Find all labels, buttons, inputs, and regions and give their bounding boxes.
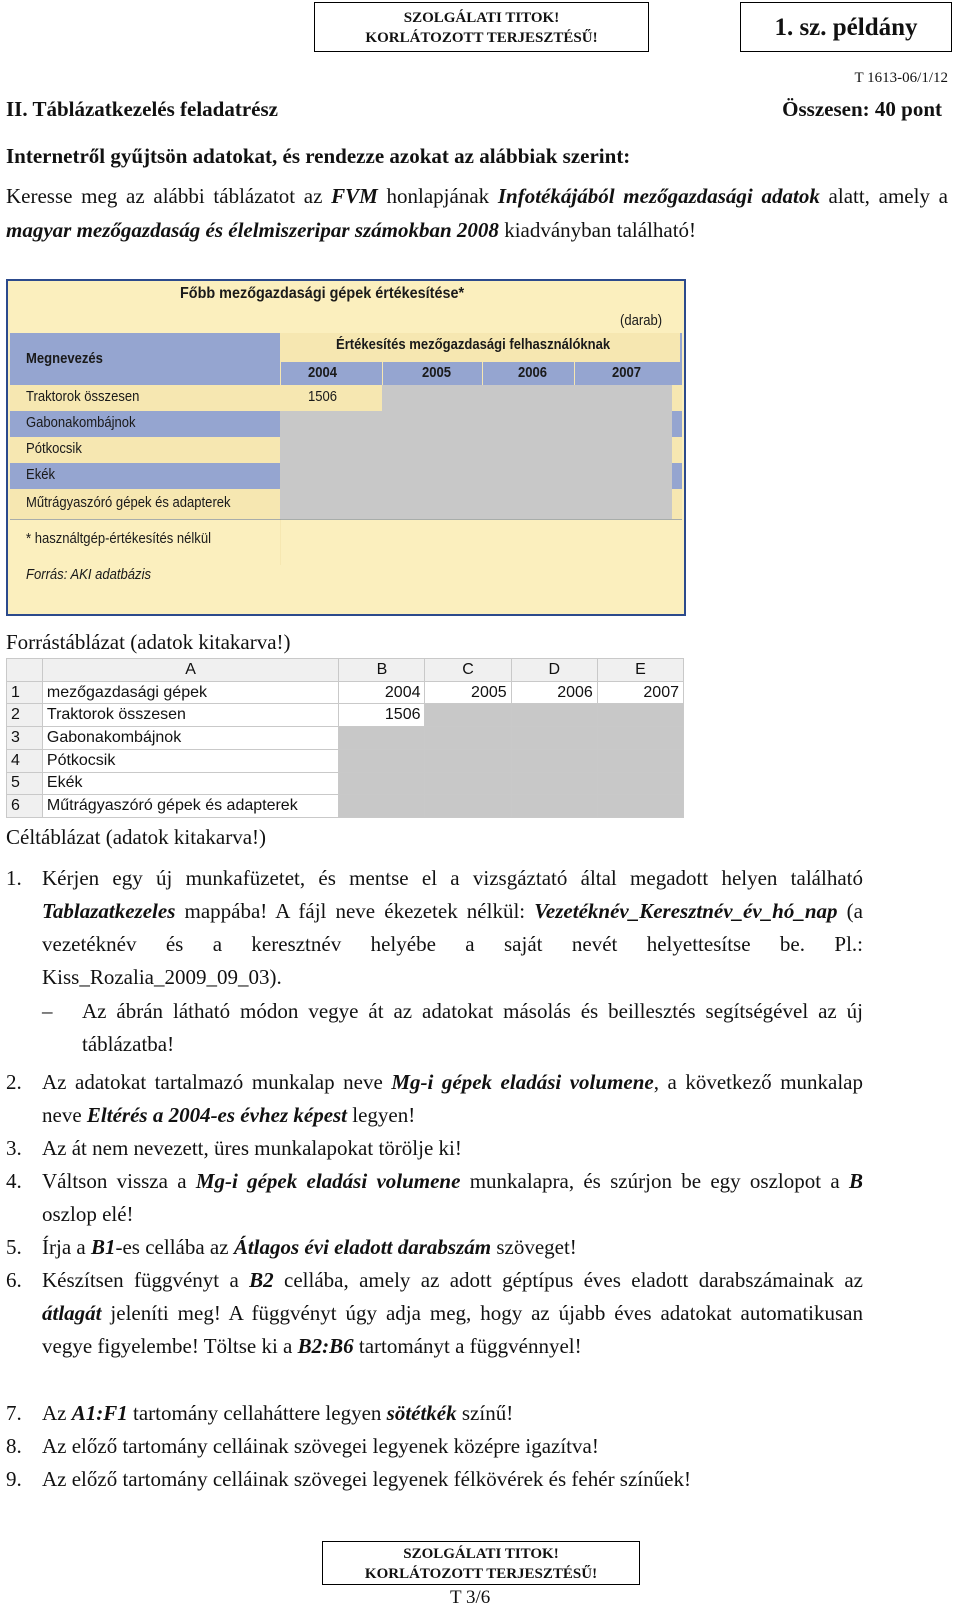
task-text <box>42 862 863 994</box>
range-ref: B2:B6 <box>297 1334 354 1358</box>
sheet-name-2: Eltérés a 2004-es évhez képest <box>86 1103 348 1127</box>
table-row <box>7 681 684 704</box>
task-text-part: , a következő munkalap neve <box>42 1070 864 1127</box>
task-text-part: legyen! <box>347 1103 416 1127</box>
source-row-label-1: Traktorok összesen <box>26 389 140 405</box>
redacted-cell <box>597 727 683 750</box>
source-table-unit: (darab) <box>620 313 663 329</box>
task-text-part: szöveget! <box>491 1235 577 1259</box>
cell-a1[interactable]: mezőgazdasági gépek <box>42 681 338 704</box>
intro-fvm: FVM <box>331 184 378 208</box>
caption-target-table: Céltáblázat (adatok kitakarva!) <box>6 825 267 849</box>
intro-text-3: alatt, amely a <box>819 184 948 208</box>
task-text-part: Írja a <box>42 1235 91 1259</box>
cell-a3[interactable]: Gabonakombájnok <box>42 727 338 750</box>
task-text: Az előző tartomány celláinak szövegei legyenek középre igazítva! <box>42 1434 599 1458</box>
redacted-cell <box>339 772 425 795</box>
redacted-cell <box>511 749 597 772</box>
intro-publication: magyar mezőgazdaság és élelmiszeripar számokban 2008 <box>6 218 499 242</box>
redacted-cell <box>425 704 511 727</box>
column-header-c[interactable]: C <box>425 659 511 682</box>
table-row <box>7 704 684 727</box>
redacted-cell <box>597 772 683 795</box>
task-text-part: Váltson vissza a <box>42 1169 196 1193</box>
classification-header-box <box>314 2 649 52</box>
column-header-e[interactable]: E <box>597 659 683 682</box>
intro-text-2: honlapjának <box>377 184 498 208</box>
task-number: 8. <box>6 1434 22 1458</box>
redacted-cell <box>339 749 425 772</box>
source-first-value: 1506 <box>308 389 338 405</box>
classification-line1: SZOLGÁLATI TITOK! <box>403 10 560 26</box>
cell-b2[interactable]: 1506 <box>339 704 425 727</box>
column-header-b[interactable]: B <box>339 659 425 682</box>
page-number: T 3/6 <box>450 1587 491 1608</box>
row-number[interactable]: 4 <box>7 749 43 772</box>
task-text: Az előző tartomány celláinak szövegei legyenek félkövérek és fehér színűek! <box>42 1467 691 1491</box>
task-text-part: munkalapra, és szúrjon be egy oszlopot a <box>460 1169 849 1193</box>
source-year-2006: 2006 <box>518 365 548 381</box>
task-text-part: Készítsen függvényt a <box>42 1268 250 1292</box>
task-text-part: Kérjen egy új munkafüzetet, és mentse el a vizsgáztató által megadott helyen található <box>42 866 863 890</box>
source-row-label-5: Műtrágyaszóró gépek és adapterek <box>26 495 231 511</box>
copy-label-box <box>740 2 952 52</box>
redacted-cell <box>511 795 597 818</box>
source-group-header: Értékesítés mezőgazdasági felhasználóknak <box>336 337 611 353</box>
redacted-cell <box>425 795 511 818</box>
copy-label: 1. sz. példány <box>774 14 918 41</box>
section-title: II. Táblázatkezelés feladatrész <box>6 97 278 121</box>
row-number[interactable]: 1 <box>7 681 43 704</box>
redacted-cell <box>597 704 683 727</box>
classification-line2: KORLÁTOZOTT TERJESZTÉSŰ! <box>365 30 598 46</box>
redaction-block-top <box>382 385 672 411</box>
file-name-pattern: Vezetéknév_Keresztnév_év_hó_nap <box>534 899 838 923</box>
cell-b1[interactable]: 2004 <box>339 681 425 704</box>
table-row <box>7 727 684 750</box>
task-9 <box>6 1463 863 1496</box>
task-6 <box>6 1264 863 1363</box>
task-text-part: színű! <box>456 1401 514 1425</box>
task-1 <box>6 862 863 994</box>
row-number[interactable]: 2 <box>7 704 43 727</box>
source-table-image <box>6 279 686 616</box>
column-header-a[interactable]: A <box>42 659 338 682</box>
section-subtitle: Internetről gyűjtsön adatokat, és rendezze azokat az alábbiak szerint: <box>6 144 631 168</box>
folder-name: Tablazatkezeles <box>42 899 176 923</box>
cell-a2[interactable]: Traktorok összesen <box>42 704 338 727</box>
column-header-row <box>7 659 684 682</box>
cell-a5[interactable]: Ekék <box>42 772 338 795</box>
task-text <box>42 1231 863 1264</box>
task-number: 9. <box>6 1467 22 1491</box>
task-text <box>42 1066 863 1132</box>
task-8 <box>6 1430 863 1463</box>
source-row-label-4: Ekék <box>26 467 56 483</box>
cell-a6[interactable]: Műtrágyaszóró gépek és adapterek <box>42 795 338 818</box>
source-row-label-2: Gabonakombájnok <box>26 415 136 431</box>
keyword: átlagát <box>42 1301 102 1325</box>
redacted-cell <box>425 772 511 795</box>
redacted-cell <box>511 727 597 750</box>
source-attribution: Forrás: AKI adatbázis <box>26 567 152 583</box>
cell-d1[interactable]: 2006 <box>511 681 597 704</box>
cell-a4[interactable]: Pótkocsik <box>42 749 338 772</box>
task-text-part: (a vezetéknév és a keresztnév helyébe a saját nevét helyettesítse be. Pl.: Kiss_Rozalia_2009_09_03). <box>42 899 863 989</box>
redacted-cell <box>597 795 683 818</box>
years-row-divider <box>280 361 680 362</box>
source-col-header: Megnevezés <box>26 351 103 367</box>
color-name: sötétkék <box>386 1401 457 1425</box>
task-text-part: tartományt a függvénnyel! <box>353 1334 582 1358</box>
task-text <box>42 1397 863 1430</box>
task-number: 3. <box>6 1136 22 1160</box>
task-number: 7. <box>6 1401 22 1425</box>
intro-text-1: Keresse meg az alábbi táblázatot az <box>6 184 332 208</box>
source-year-2005: 2005 <box>422 365 452 381</box>
target-spreadsheet <box>6 658 684 818</box>
sheet-name-1: Mg-i gépek eladási volumene <box>391 1070 654 1094</box>
task-number: 6. <box>6 1268 22 1292</box>
source-year-2004: 2004 <box>308 365 338 381</box>
task-7 <box>6 1397 863 1430</box>
task-number: 2. <box>6 1070 22 1094</box>
cell-ref: B2 <box>249 1268 274 1292</box>
doc-code: T 1613-06/1/12 <box>854 70 948 86</box>
range-ref: A1:F1 <box>71 1401 128 1425</box>
redacted-cell <box>597 749 683 772</box>
task-4 <box>6 1165 863 1231</box>
dash-bullet: – <box>42 999 53 1023</box>
task-text: Az át nem nevezett, üres munkalapokat törölje ki! <box>42 1136 462 1160</box>
task-text-part: tartomány cellaháttere legyen <box>127 1401 387 1425</box>
task-text-part: cellába, amely az adott géptípus éves eladott darabszámainak az <box>273 1268 863 1292</box>
caption-source-table: Forrástáblázat (adatok kitakarva!) <box>6 630 291 654</box>
redacted-cell <box>339 727 425 750</box>
classification-line2: KORLÁTOZOTT TERJESZTÉSŰ! <box>364 1566 598 1582</box>
classification-footer-box <box>322 1541 640 1585</box>
cell-e1[interactable]: 2007 <box>597 681 683 704</box>
row-number[interactable]: 5 <box>7 772 43 795</box>
table-row <box>7 749 684 772</box>
column-ref: B <box>848 1169 863 1193</box>
redacted-cell <box>511 704 597 727</box>
intro-paragraph <box>6 179 948 247</box>
redacted-cell <box>339 795 425 818</box>
task-number: 5. <box>6 1235 22 1259</box>
task-text <box>42 1264 863 1363</box>
table-row <box>7 795 684 818</box>
redacted-cell <box>511 772 597 795</box>
intro-infoteka: Infotékájából mezőgazdasági adatok <box>497 184 820 208</box>
source-footer-divider <box>10 519 682 520</box>
cell-c1[interactable]: 2005 <box>425 681 511 704</box>
cell-text: Átlagos évi eladott darabszám <box>233 1235 492 1259</box>
sheet-name-1: Mg-i gépek eladási volumene <box>195 1169 461 1193</box>
task-text: Az ábrán látható módon vegye át az adatokat másolás és beillesztés segítségével az új táblázatba! <box>82 999 863 1056</box>
redacted-cell <box>425 727 511 750</box>
task-5 <box>6 1231 863 1264</box>
task-number: 4. <box>6 1169 22 1193</box>
task-1-subitem <box>6 995 863 1061</box>
task-number: 1. <box>6 866 22 890</box>
row-number[interactable]: 3 <box>7 727 43 750</box>
task-text-part: Az <box>42 1401 72 1425</box>
source-row-label-3: Pótkocsik <box>26 441 82 457</box>
source-year-2007: 2007 <box>612 365 642 381</box>
task-text-part: oszlop elé! <box>42 1202 134 1226</box>
classification-line1: SZOLGÁLATI TITOK! <box>403 1546 559 1562</box>
task-text-part: -es cellába az <box>115 1235 234 1259</box>
task-text-part: mappába! A fájl neve ékezetek nélkül: <box>175 899 535 923</box>
task-text-part: jeleníti meg! A függvényt úgy adja meg, hogy az újabb éves adatokat automatikusan vegye figyelembe! Töltse ki a <box>42 1301 863 1358</box>
task-text-part: Az adatokat tartalmazó munkalap neve <box>42 1070 392 1094</box>
column-header-d[interactable]: D <box>511 659 597 682</box>
intro-text-4: kiadványban található! <box>498 218 697 242</box>
cell-ref: B1 <box>90 1235 116 1259</box>
row-number[interactable]: 6 <box>7 795 43 818</box>
task-text <box>42 1165 863 1231</box>
source-footnote: * használtgép-értékesítés nélkül <box>26 531 211 547</box>
source-table-title: Főbb mezőgazdasági gépek értékesítése* <box>180 285 465 302</box>
task-2 <box>6 1066 863 1132</box>
task-3 <box>6 1132 863 1165</box>
redacted-cell <box>425 749 511 772</box>
corner-cell <box>7 659 43 682</box>
redaction-block-main <box>280 411 672 519</box>
section-points: Összesen: 40 pont <box>782 97 942 121</box>
table-row <box>7 772 684 795</box>
